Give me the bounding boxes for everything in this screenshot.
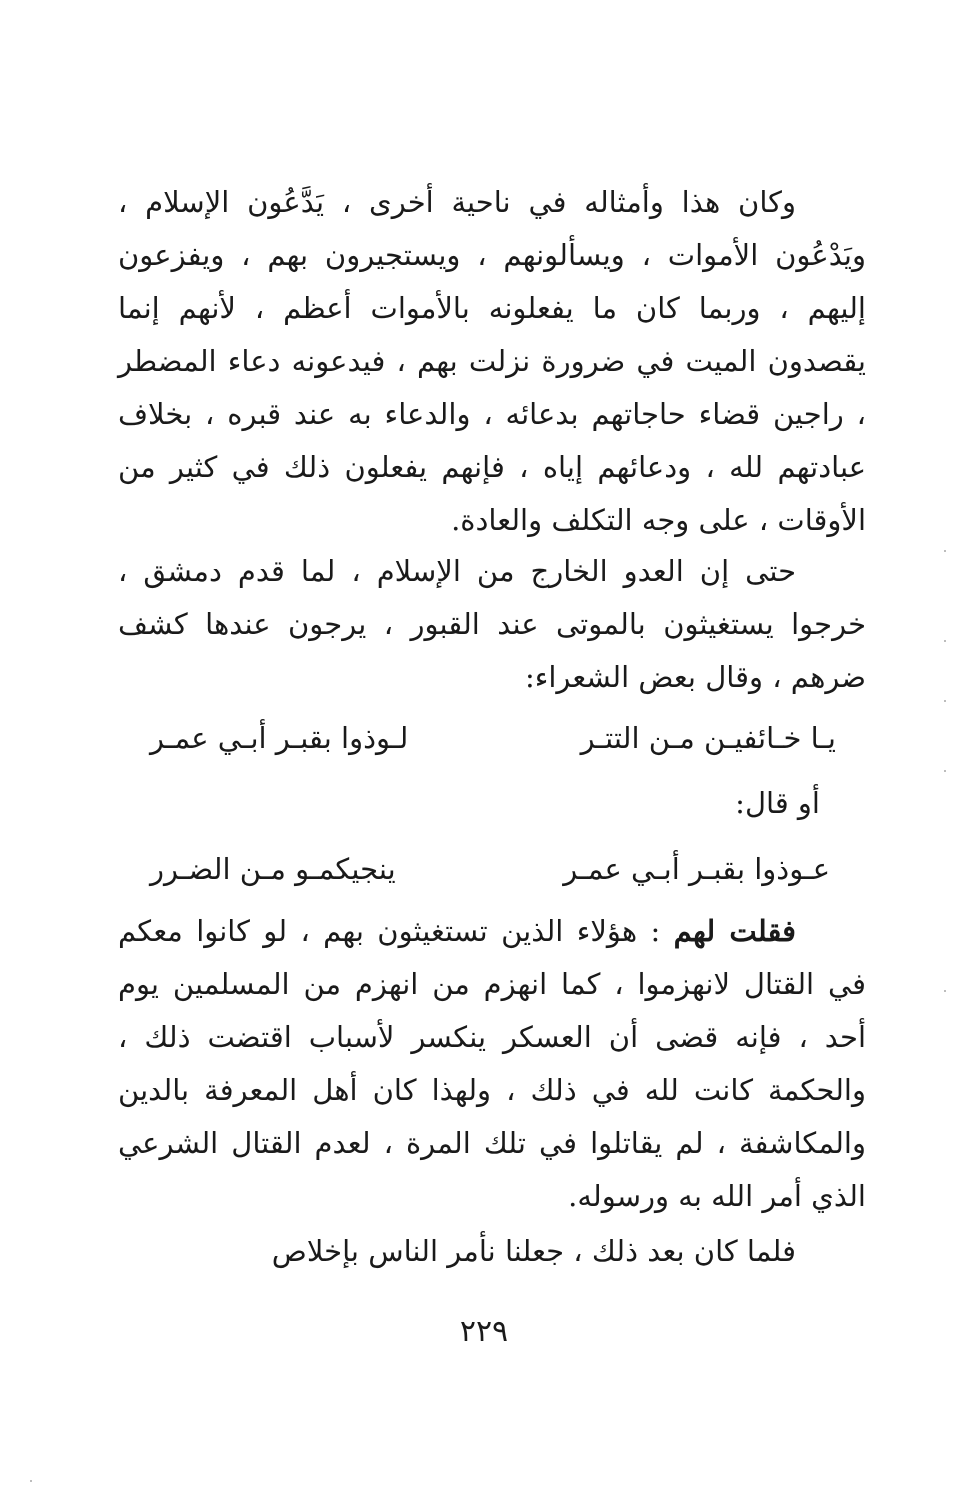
paragraph-2-text: حتى إن العدو الخارج من الإسلام ، لما قدم دمشق ، خرجوا يستغيثون بالموتى عند القبور ، يرجون عندها كشف ضرهم ، وقال بعض الشعراء: (118, 554, 866, 694)
verse-1-first-hemistich: يـا خـائفيـن مـن التتـر (580, 721, 836, 755)
paragraph-1 (118, 176, 866, 547)
scan-speck (944, 770, 946, 772)
paragraph-4-text: فلما كان بعد ذلك ، جعلنا نأمر الناس بإخلاص (271, 1234, 796, 1268)
scan-speck (944, 640, 946, 642)
scan-speck (30, 1480, 32, 1482)
paragraph-3-lead: فقلت لهم (673, 914, 797, 948)
verse-2-second-hemistich: ينجيكمـو مـن الضـرر (150, 852, 396, 886)
paragraph-1-text: وكان هذا وأمثاله في ناحية أخرى ، يَدَّعُون الإسلام ، ويَدْعُون الأموات ، ويسألونهم ، ويستجيرون بهم ، ويفزعون إليهم ، وربما كان ما يفعلونه بالأموات أعظم ، لأنهم إنما يقصدون الميت في ضرورة نزلت بهم ، فيدعونه دعاء المضطر ، راجين قضاء حاجاتهم بدعائه ، والدعاء به عند قبره ، بخلاف عبادتهم لله ، ودعائهم إياه ، فإنهم يفعلون ذلك في كثير من الأوقات ، على وجه التكلف والعادة. (118, 185, 866, 537)
paragraph-2 (118, 545, 866, 704)
verse-1-second-hemistich: لـوذوا بقبـر أبـي عمـر (150, 721, 409, 755)
paragraph-3-body: : هؤلاء الذين تستغيثون بهم ، لو كانوا معكم في القتال لانهزموا ، كما انهزم من انهزم من المسلمين يوم أحد ، فإنه قضى أن العسكر ينكسر لأسباب اقتضت ذلك ، والحكمة كانت لله في ذلك ، ولهذا كان أهل المعرفة بالدين والمكاشفة ، لم يقاتلوا في تلك المرة ، لعدم القتال الشرعي الذي أمر الله به ورسوله. (118, 914, 866, 1213)
or-said-line: أو قال: (735, 786, 820, 820)
scan-speck (944, 550, 946, 552)
verse-2-first-hemistich: عـوذوا بقبـر أبـي عمـر (563, 852, 830, 886)
page-number: ٢٢٩ (459, 1314, 509, 1349)
verse-2 (150, 843, 830, 896)
paragraph-3 (118, 905, 866, 1223)
verse-1 (150, 712, 836, 765)
scan-speck (944, 990, 946, 992)
scan-speck (944, 700, 946, 702)
paragraph-4 (118, 1225, 866, 1278)
paragraph-3-text (118, 905, 866, 1223)
